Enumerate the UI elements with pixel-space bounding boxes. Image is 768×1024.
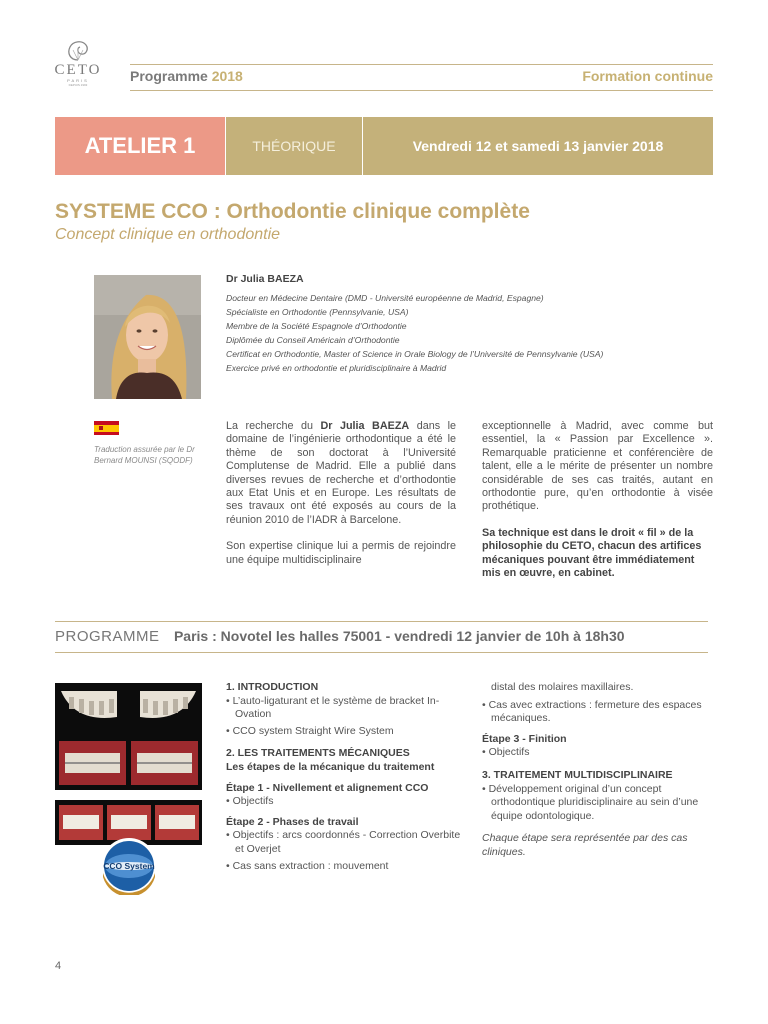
- programme-year: 2018: [211, 68, 243, 84]
- header-rule-top: [130, 64, 713, 65]
- section-introduction: 1. INTRODUCTION: [226, 681, 319, 693]
- programme-location: Paris : Novotel les halles 75001 - vendredi 12 janvier de 10h à 18h30: [173, 628, 625, 644]
- bio-paragraph-2: Son expertise clinique lui a permis de rejoindre une équipe multidisciplinaire: [226, 540, 456, 566]
- speaker-credential: Spécialiste en Orthodontie (Pennsylvanie, USA): [226, 307, 409, 317]
- page-header: [130, 68, 713, 86]
- speaker-credential: Membre de la Société Espagnole d’Orthodontie: [226, 321, 407, 331]
- programme-title: PROGRAMME: [55, 628, 160, 645]
- speaker-credential: Diplômée du Conseil Américain d’Orthodontie: [226, 335, 400, 345]
- page-number: 4: [55, 960, 62, 972]
- list-item: • Développement original d’un concept orthodontique pluridisciplinaire au sein d’une équipe odontologique.: [482, 782, 699, 822]
- logo-city: PARIS: [67, 78, 89, 83]
- course-subtitle: Concept clinique en orthodontie: [55, 226, 281, 243]
- list-item: • Objectifs: [226, 795, 274, 808]
- programme-note: Chaque étape sera représentée par des cas cliniques.: [482, 832, 688, 858]
- cco-system-badge-icon: [100, 837, 158, 895]
- atelier-label: ATELIER 1: [55, 117, 226, 175]
- spain-flag-icon: [94, 421, 119, 435]
- programme-column-1: [226, 681, 466, 873]
- programme-label: Programme: [130, 68, 208, 84]
- bio-highlight: Sa technique est dans le droit « fil » de la philosophie du CETO, chacun des artifices mécaniques pouvant être immédiatement mis en œuvre, en cabinet.: [482, 526, 702, 580]
- ceto-logo: [52, 38, 104, 98]
- bio-column-1: [226, 420, 456, 567]
- etape-1-title: Étape 1 - Nivellement et alignement CCO: [226, 781, 429, 794]
- shell-icon: [65, 38, 91, 62]
- badge-text: CCO System: [103, 861, 155, 871]
- etape-3-title: Étape 3 - Finition: [482, 732, 567, 745]
- bio-column-2: [482, 420, 713, 580]
- atelier-dates: Vendredi 12 et samedi 13 janvier 2018: [363, 117, 713, 175]
- bio-speaker-name: Dr Julia BAEZA: [320, 420, 410, 432]
- section-traitements-subtitle: Les étapes de la mécanique du traitement: [226, 760, 435, 773]
- section-multidisciplinaire: 3. TRAITEMENT MULTIDISCIPLINAIRE: [482, 768, 673, 781]
- bio-paragraph-2-cont: exceptionnelle à Madrid, avec comme but essentiel, la « Passion par Excellence ». Remarquable praticienne et conférencière de talent, elle a le mérite de présenter un nombre considérable de ses cas traités, autant en orthodontie pure, qu’en orthodontie à visée prothétique.: [482, 420, 713, 513]
- atelier-type: THÉORIQUE: [226, 117, 363, 175]
- speaker-credential: Certificat en Orthodontie, Master of Science in Orale Biology de l’Université de Pennsylvanie (USA): [226, 349, 604, 359]
- programme-heading: [130, 68, 243, 84]
- list-item: • Cas sans extraction : mouvement: [226, 859, 389, 872]
- logo-brand: CETO: [54, 62, 102, 78]
- translation-note: Traduction assurée par le Dr Bernard MOUNSI (SQODF): [94, 445, 195, 465]
- formation-label: Formation continue: [582, 68, 713, 84]
- speaker-info: [226, 273, 716, 375]
- programme-rule-bottom: [55, 652, 708, 653]
- course-title: SYSTEME CCO : Orthodontie clinique complète: [55, 200, 530, 223]
- list-item: • L’auto-ligaturant et le système de bracket In-Ovation: [226, 694, 440, 721]
- programme-rule-top: [55, 621, 708, 622]
- list-item: • Objectifs: [482, 746, 530, 759]
- programme-header: [55, 628, 715, 646]
- workshop-banner: [55, 117, 713, 175]
- section-traitements: 2. LES TRAITEMENTS MÉCANIQUES: [226, 747, 410, 760]
- etape-2-title: Étape 2 - Phases de travail: [226, 815, 359, 828]
- speaker-credential: Exercice privé en orthodontie et pluridisciplinaire à Madrid: [226, 363, 447, 373]
- speaker-photo: [94, 275, 201, 399]
- logo-since: DEPUIS 1993: [68, 83, 88, 87]
- bio-text: La recherche du: [226, 420, 321, 432]
- list-item: • Cas avec extractions : fermeture des espaces mécaniques.: [482, 698, 702, 725]
- list-item: • Objectifs : arcs coordonnés - Correction Overbite et Overjet: [226, 829, 461, 855]
- bio-paragraph-1: [226, 420, 456, 527]
- list-item: • CCO system Straight Wire System: [226, 724, 394, 737]
- speaker-credential: Docteur en Médecine Dentaire (DMD - Université européenne de Madrid, Espagne): [226, 293, 544, 303]
- list-item-continuation: distal des molaires maxillaires.: [491, 681, 634, 693]
- clinical-photo-grid: [55, 683, 202, 790]
- programme-column-2: [482, 681, 712, 860]
- speaker-name: Dr Julia BAEZA: [226, 273, 304, 285]
- header-rule-bottom: [130, 90, 713, 91]
- bio-text: dans le domaine de l’ingénierie orthodontique a été le thème de son doctorat à l’Université Complutense de Madrid. Elle a publié dans diverses revues de recherche et d’orthodontie aux Etat Unis et en Europe. Les résultats de ses travaux ont été exposés au cours de la réunion 2010 de l’IADR à Barcelone.: [226, 420, 456, 526]
